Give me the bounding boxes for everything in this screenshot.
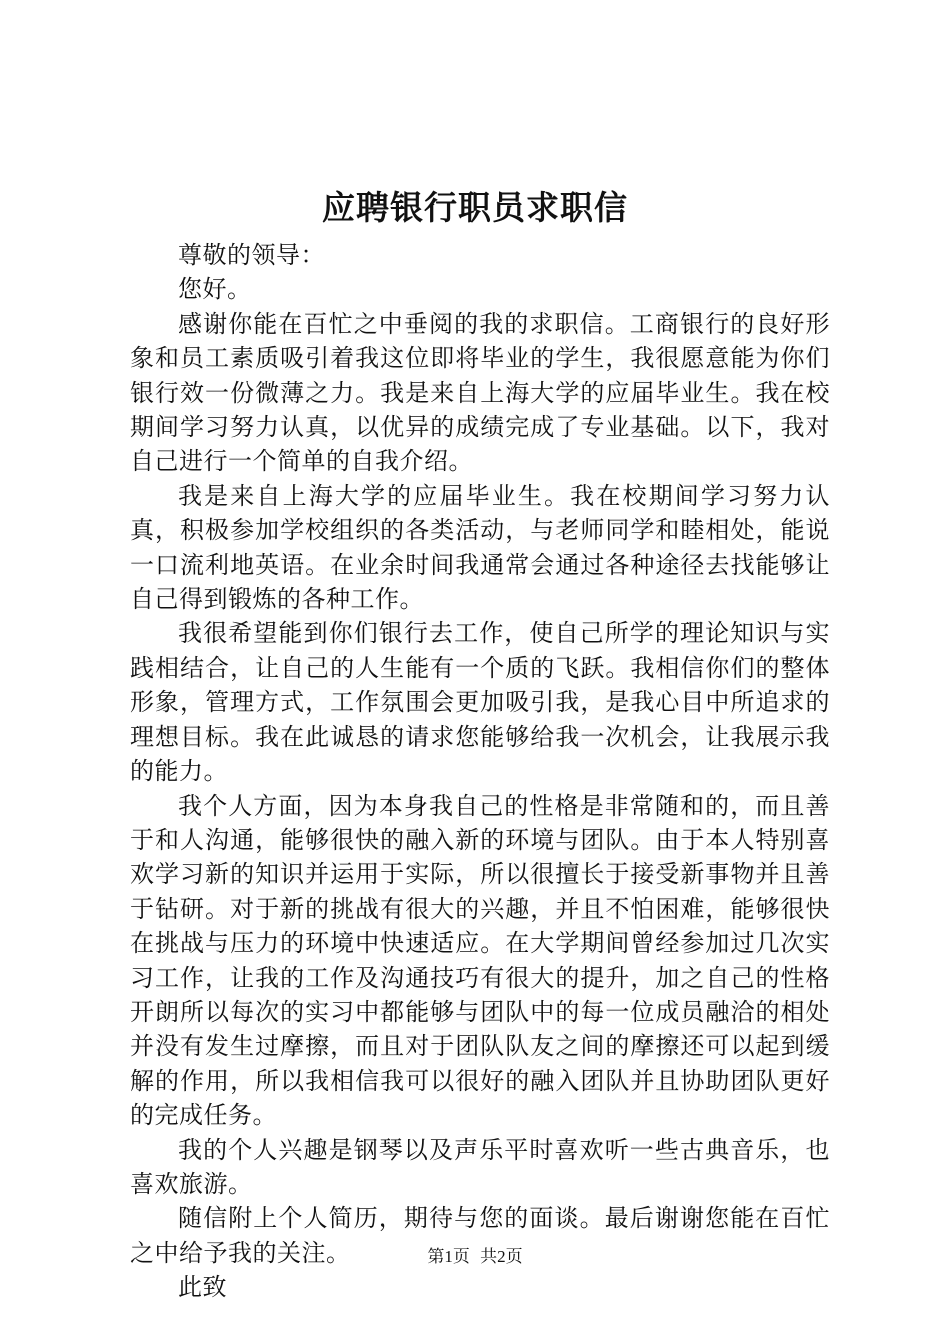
paragraph-personality: 我个人方面，因为本身我自己的性格是非常随和的，而且善于和人沟通，能够很快的融入新的环境与团队。由于本人特别喜欢学习新的知识并运用于实际，所以很擅长于接受新事物并且善于钻研。对于新的挑战有很大的兴趣，并且不怕困难，能够很快在挑战与压力的环境中快速适应。在大学期间曾经参加过几次实习工作，让我的工作及沟通技巧有很大的提升，加之自己的性格开朗所以每次的实习中都能够与团队中的每一位成员融洽的相处并没有发生过摩擦，而且对于团队队友之间的摩擦还可以起到缓解的作用，所以我相信我可以很好的融入团队并且协助团队更好的完成任务。 bbox=[130, 791, 830, 1130]
page-number-footer: 第1页 共2页 bbox=[427, 1247, 523, 1266]
greeting: 您好。 bbox=[178, 275, 252, 304]
salutation: 尊敬的领导： bbox=[178, 241, 325, 269]
paragraph-closing: 随信附上个人简历，期待与您的面谈。最后谢谢您能在百忙之中给予我的关注。 bbox=[130, 1204, 830, 1267]
closing-phrase: 此致 bbox=[178, 1273, 227, 1302]
paragraph-thanks: 感谢你能在百忙之中垂阅的我的求职信。工商银行的良好形象和员工素质吸引着我这位即将毕业的学生，我很愿意能为你们银行效一份微薄之力。我是来自上海大学的应届毕业生。我在校期间学习努力认真，以优异的成绩完成了专业基础。以下，我对自己进行一个简单的自我介绍。 bbox=[130, 309, 830, 476]
paragraph-interests: 我的个人兴趣是钢琴以及声乐平时喜欢听一些古典音乐，也喜欢旅游。 bbox=[130, 1135, 830, 1198]
document-title: 应聘银行职员求职信 bbox=[322, 188, 628, 227]
letter-body bbox=[130, 238, 830, 1305]
paragraph-motivation: 我很希望能到你们银行去工作，使自己所学的理论知识与实践相结合，让自己的人生能有一个质的飞跃。我相信你们的整体形象，管理方式，工作氛围会更加吸引我，是我心目中所追求的理想目标。我在此诚恳的请求您能够给我一次机会，让我展示我的能力。 bbox=[130, 619, 830, 786]
paragraph-background: 我是来自上海大学的应届毕业生。我在校期间学习努力认真，积极参加学校组织的各类活动，与老师同学和睦相处，能说一口流利地英语。在业余时间我通常会通过各种途径去找能够让自己得到锻炼的各种工作。 bbox=[130, 481, 830, 614]
